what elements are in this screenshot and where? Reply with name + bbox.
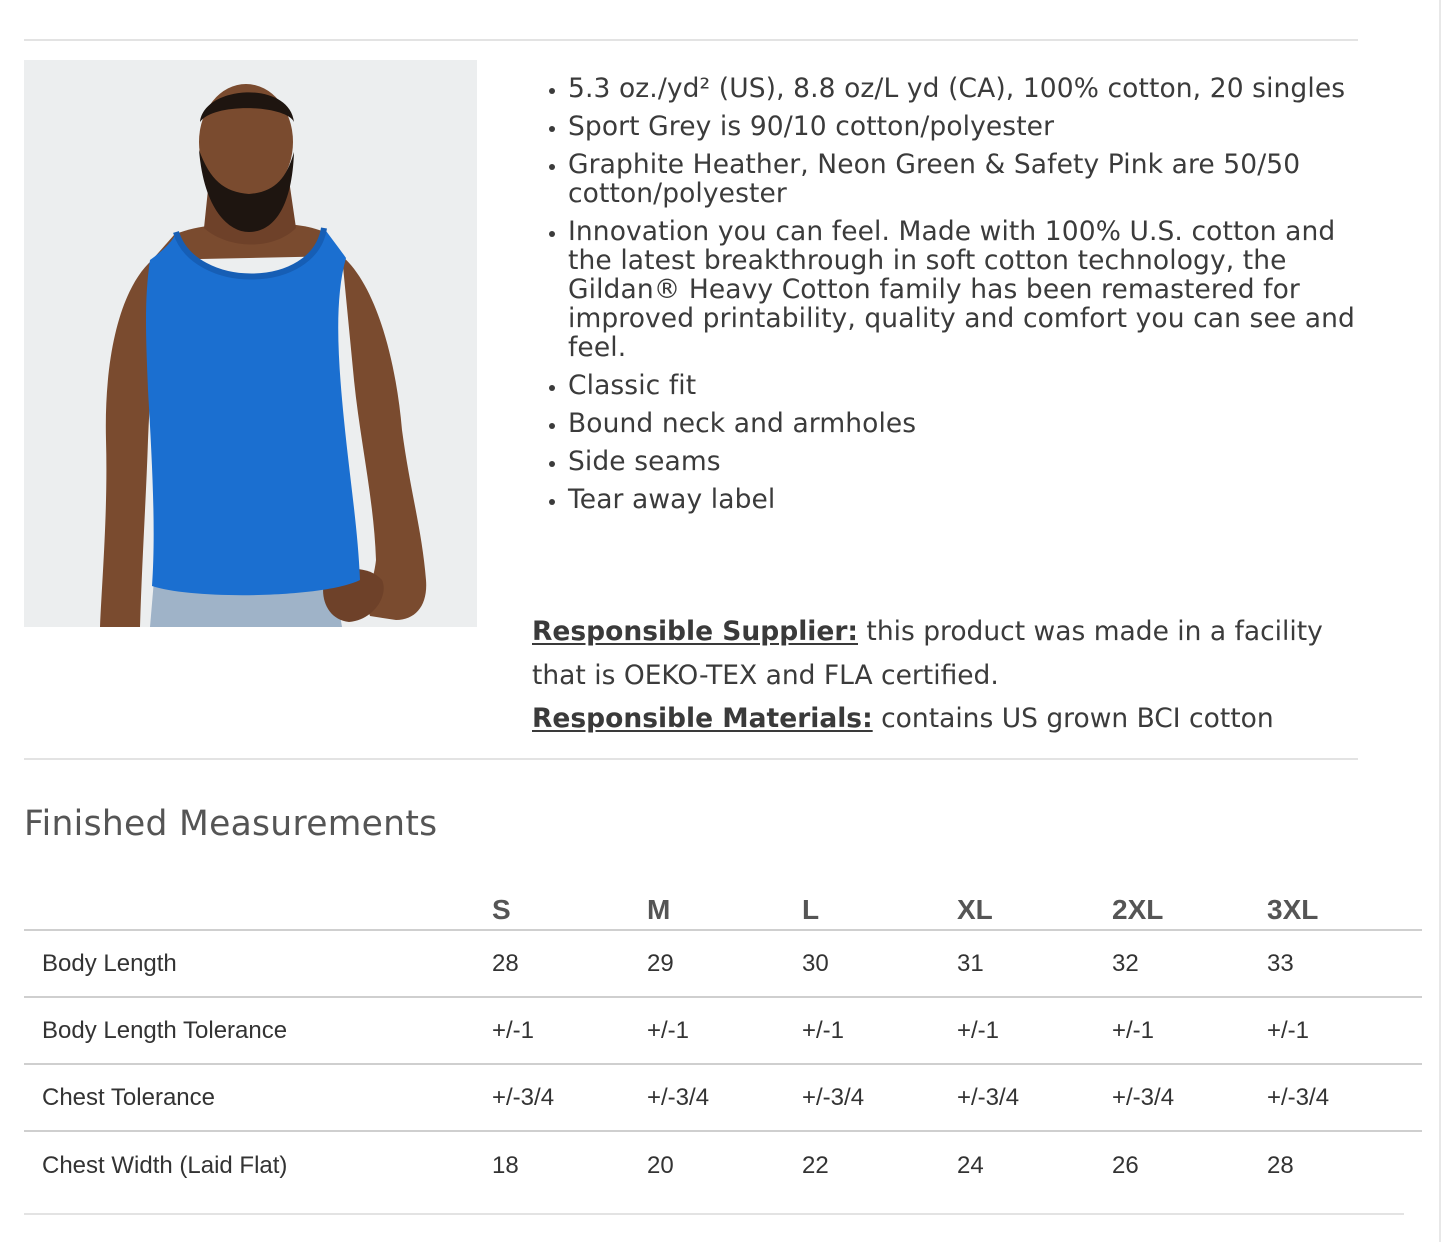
- measurements-table: [24, 880, 1422, 1199]
- table-cell: 18: [492, 1151, 519, 1179]
- feature-item: • Tear away label: [568, 485, 1358, 514]
- bottom-divider: [24, 1213, 1404, 1215]
- feature-item: • Side seams: [568, 447, 1358, 476]
- feature-item: • Graphite Heather, Neon Green & Safety Pink are 50/50 cotton/polyester: [568, 150, 1358, 208]
- table-cell: +/-3/4: [492, 1064, 647, 1131]
- size-header: XL: [957, 880, 1112, 930]
- feature-item: • 5.3 oz./yd² (US), 8.8 oz/L yd (CA), 100% cotton, 20 singles: [568, 74, 1358, 103]
- table-cell: 31: [957, 930, 1112, 997]
- top-divider: [24, 39, 1358, 41]
- table-cell: 20: [647, 1151, 674, 1179]
- table-header-row: [24, 880, 1422, 930]
- table-cell: 33: [1267, 930, 1422, 997]
- table-cell: +/-1: [492, 997, 647, 1064]
- header-blank: [24, 880, 492, 930]
- table-row: [24, 1064, 1422, 1131]
- row-label: Body Length Tolerance: [24, 997, 492, 1064]
- table-cell: 29: [647, 930, 802, 997]
- table-cell: +/-1: [1112, 997, 1267, 1064]
- size-header: M: [647, 880, 802, 930]
- table-cell: 26: [1112, 1151, 1139, 1179]
- feature-item: • Bound neck and armholes: [568, 409, 1358, 438]
- table-cell: +/-1: [1267, 997, 1422, 1064]
- size-header: 3XL: [1267, 880, 1422, 930]
- table-cell: +/-1: [957, 997, 1112, 1064]
- responsible-materials-text: contains US grown BCI cotton: [872, 703, 1274, 734]
- responsible-supplier-text: this product was made in a facility that is OEKO-TEX and FLA certified.: [532, 616, 1323, 691]
- table-cell: 24: [957, 1151, 984, 1179]
- scrollbar-track[interactable]: [1439, 0, 1441, 1242]
- responsible-supplier: [532, 610, 1332, 697]
- product-photo[interactable]: [24, 60, 477, 627]
- feature-list: [538, 74, 1358, 523]
- table-cell: 28: [492, 930, 647, 997]
- section-divider: [24, 758, 1358, 760]
- model-tank-top-illustration: [24, 60, 477, 627]
- table-cell: +/-1: [802, 997, 957, 1064]
- table-cell: +/-3/4: [1112, 1064, 1267, 1131]
- table-row: [24, 1131, 1422, 1199]
- table-row: [24, 997, 1422, 1064]
- table-cell: +/-3/4: [647, 1064, 802, 1131]
- table-cell: 28: [1267, 1151, 1294, 1179]
- size-header: S: [492, 880, 647, 930]
- feature-item: • Innovation you can feel. Made with 100% U.S. cotton and the latest breakthrough in soft cotton technology, the Gildan® Heavy Cotton family has been remastered for improved printability, quality and comfort you can see and feel.: [568, 217, 1358, 362]
- size-header: 2XL: [1112, 880, 1267, 930]
- table-cell: +/-3/4: [802, 1064, 957, 1131]
- feature-item: • Classic fit: [568, 371, 1358, 400]
- table-cell: +/-3/4: [957, 1064, 1112, 1131]
- responsible-supplier-link[interactable]: Responsible Supplier:: [532, 616, 858, 647]
- table-cell: 22: [802, 1151, 829, 1179]
- size-header: L: [802, 880, 957, 930]
- row-label: Body Length: [24, 930, 492, 997]
- responsible-materials-link[interactable]: Responsible Materials:: [532, 703, 873, 734]
- measurements-title: Finished Measurements: [24, 804, 438, 844]
- table-cell: 30: [802, 930, 957, 997]
- responsible-materials: [532, 697, 1332, 741]
- row-label: Chest Tolerance: [24, 1064, 492, 1131]
- responsible-info: [532, 610, 1332, 741]
- table-cell: +/-3/4: [1267, 1064, 1422, 1131]
- feature-item: • Sport Grey is 90/10 cotton/polyester: [568, 112, 1358, 141]
- table-cell: 32: [1112, 930, 1267, 997]
- table-cell: +/-1: [647, 997, 802, 1064]
- table-row: [24, 930, 1422, 997]
- row-label: Chest Width (Laid Flat): [42, 1151, 288, 1179]
